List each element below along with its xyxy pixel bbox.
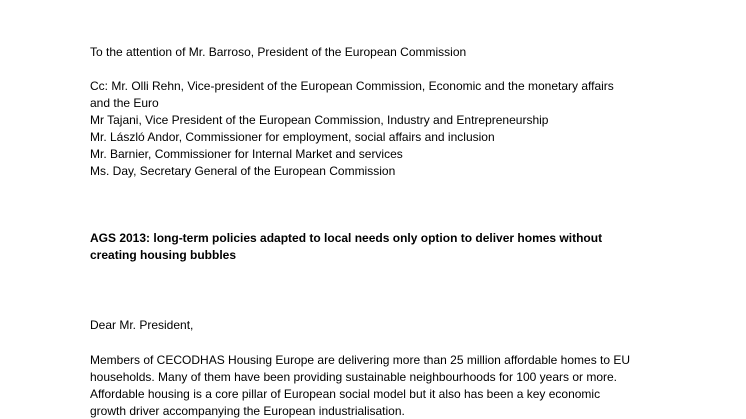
- attention-text: To the attention of Mr. Barroso, President of the European Commission: [90, 45, 467, 59]
- attention-line: [90, 44, 657, 61]
- salutation: [90, 317, 657, 334]
- body-line: Affordable housing is a core pillar of European social model but it also has been a key economic: [90, 387, 601, 401]
- body-line: growth driver accompanying the European industrialisation.: [90, 404, 405, 418]
- body-paragraph: [90, 352, 657, 419]
- title-line: creating housing bubbles: [90, 248, 237, 262]
- cc-line: Cc: Mr. Olli Rehn, Vice-president of the European Commission, Economic and the monetary affairs: [90, 79, 614, 93]
- cc-line: Mr. Barnier, Commissioner for Internal Market and services: [90, 147, 403, 161]
- cc-line: Mr. László Andor, Commissioner for employment, social affairs and inclusion: [90, 130, 495, 144]
- body-line: Members of CECODHAS Housing Europe are delivering more than 25 million affordable homes to EU: [90, 353, 631, 367]
- title-line: AGS 2013: long-term policies adapted to local needs only option to deliver homes without: [90, 231, 603, 245]
- salutation-text: Dear Mr. President,: [90, 318, 194, 332]
- cc-line: and the Euro: [90, 96, 159, 110]
- cc-line: Ms. Day, Secretary General of the European Commission: [90, 164, 396, 178]
- letter-title: [90, 230, 657, 264]
- cc-list: [90, 78, 657, 180]
- cc-line: Mr Tajani, Vice President of the European Commission, Industry and Entrepreneurship: [90, 113, 549, 127]
- body-line: households. Many of them have been providing sustainable neighbourhoods for 100 years or more.: [90, 370, 617, 384]
